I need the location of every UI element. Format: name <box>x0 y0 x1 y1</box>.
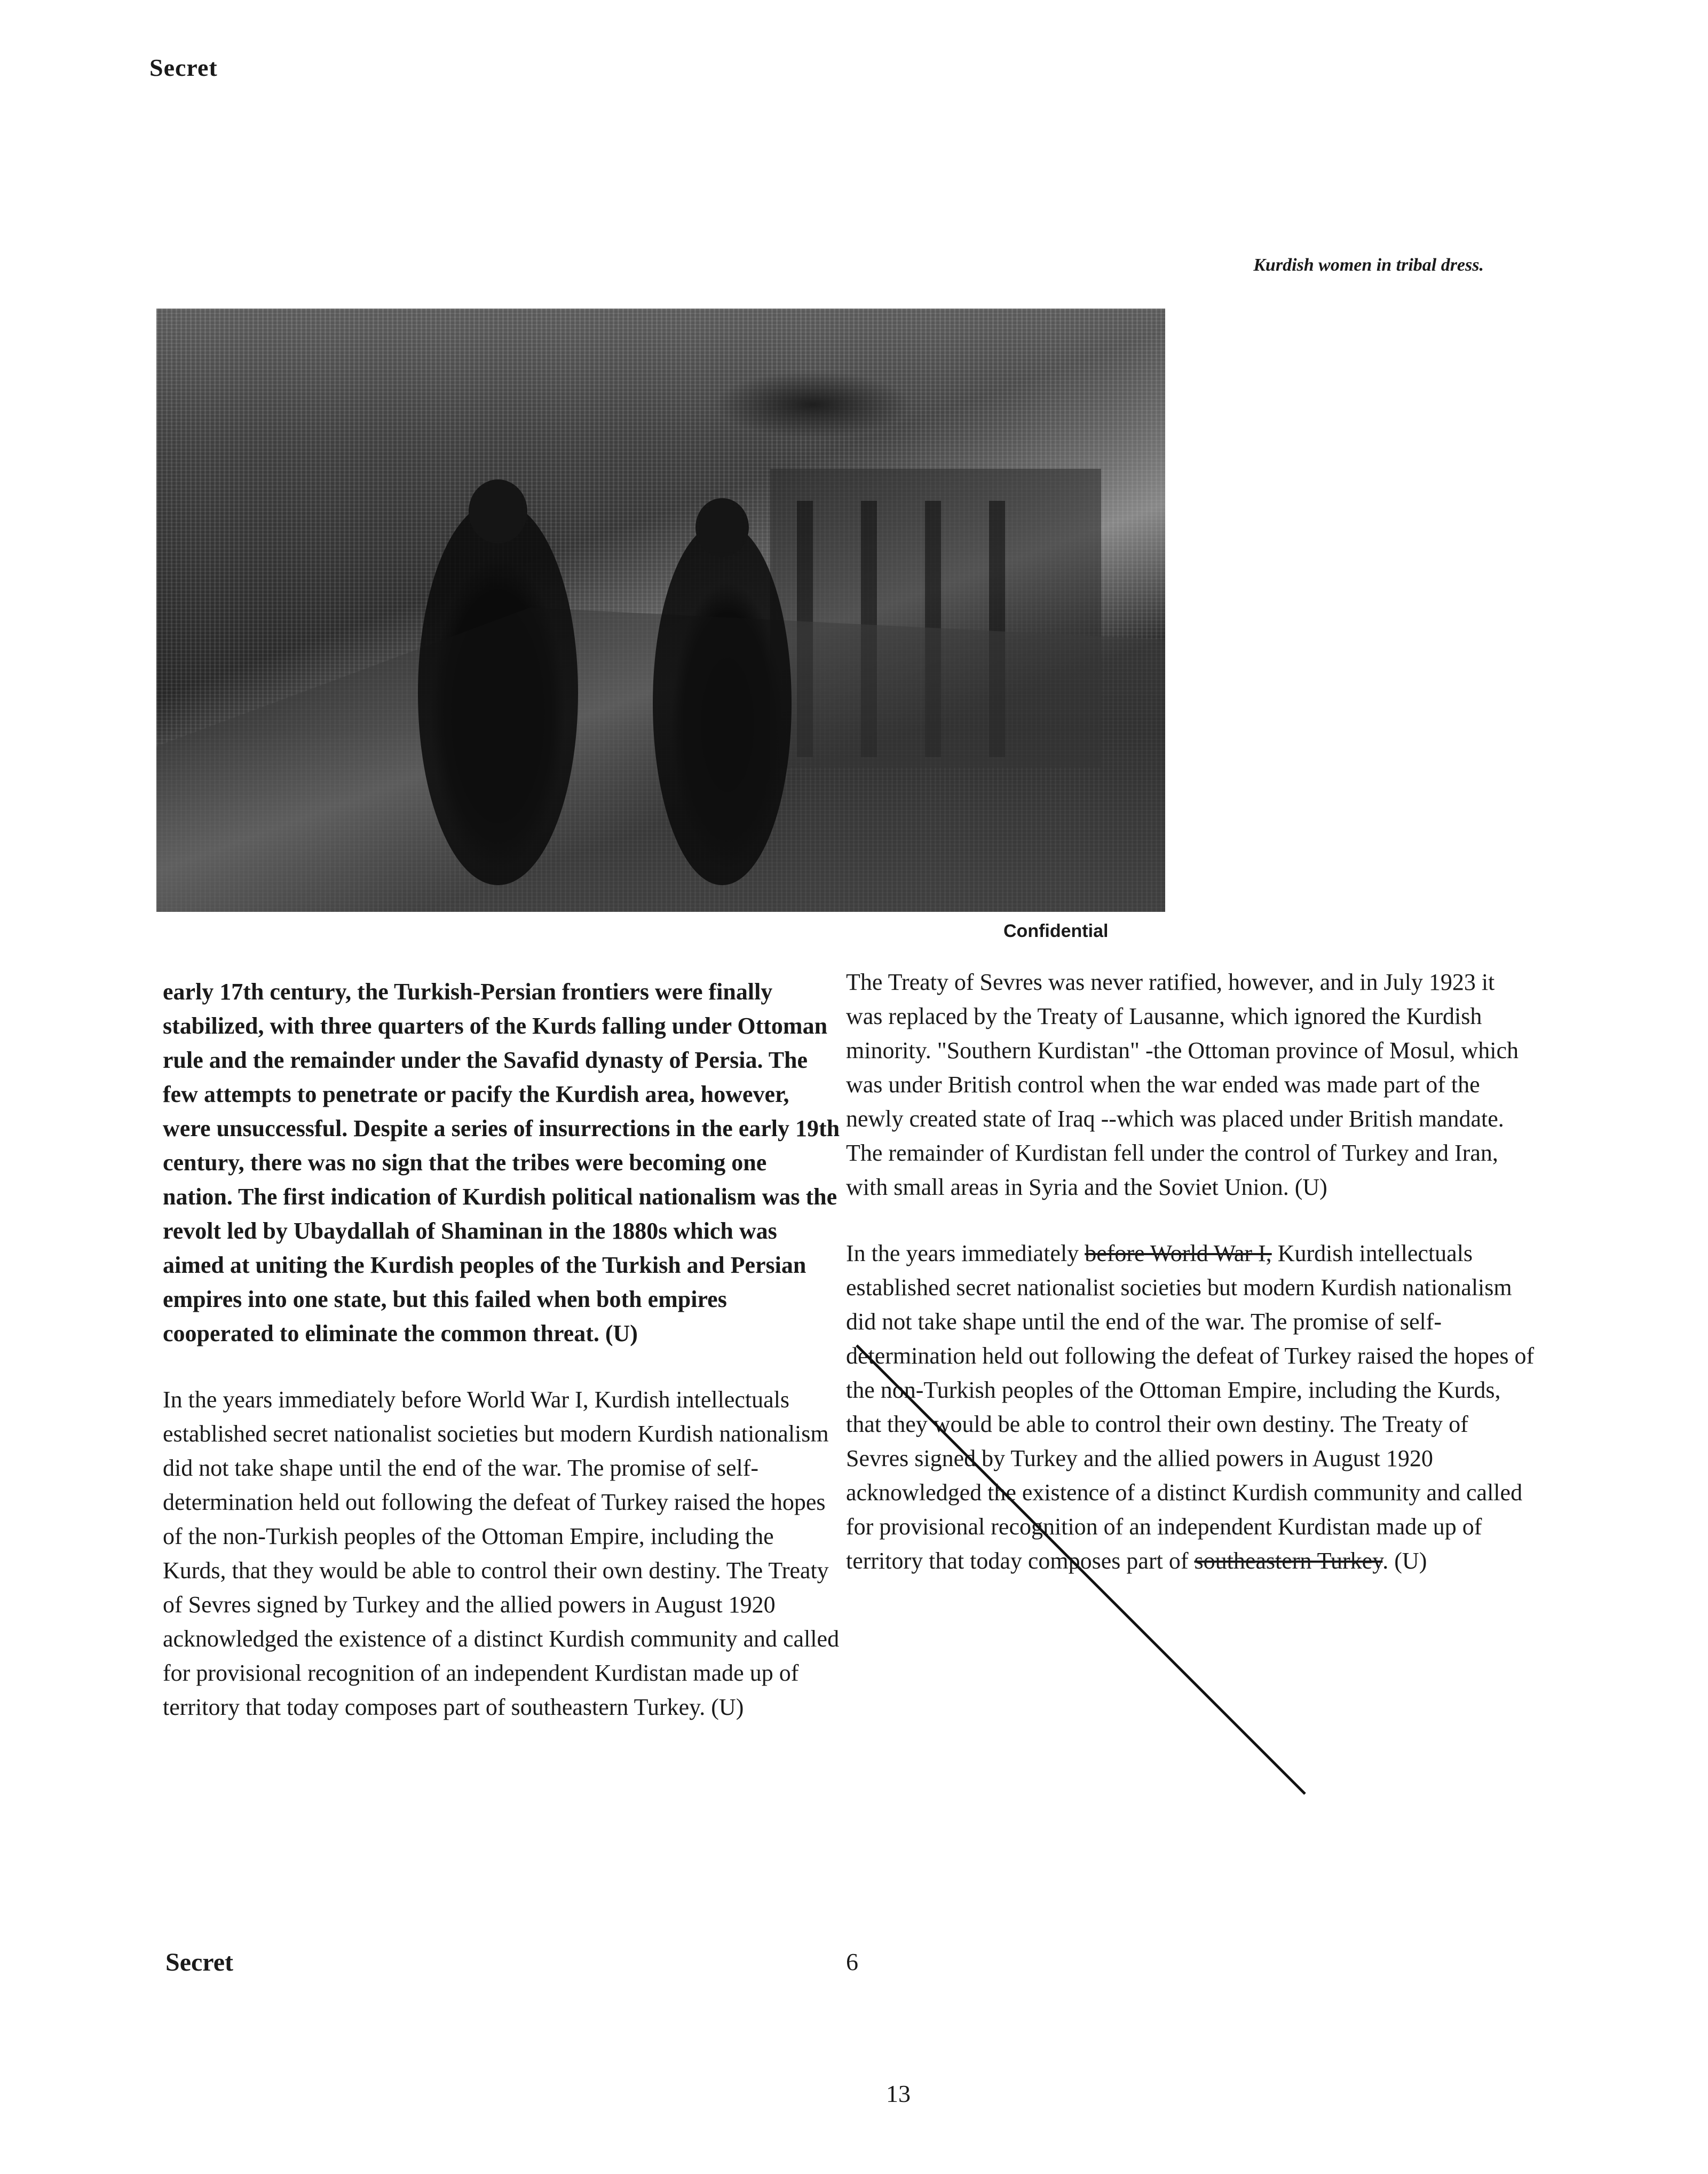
handwritten-deletion-mark <box>846 1335 1383 1805</box>
left-paragraph-1: early 17th century, the Turkish-Persian frontiers were finally stabilized, with three quarters of the Kurds falling under Ottoman rule and the remainder under the Savafid dynasty of Persia. The few attempts to penetrate or pacify the Kurdish area, however, were unsuccessful. Despite a series of insurrections in the early 19th century, there was no sign that the tribes were becoming one nation. The first indication of Kurdish political nationalism was the revolt led by Ubaydallah of Shaminan in the 1880s which was aimed at uniting the Kurdish peoples of the Turkish and Persian empires into one state, but this failed when both empires cooperated to eliminate the common threat. (U) <box>163 979 840 1346</box>
header-classification: Secret <box>149 54 218 81</box>
diagonal-strike-line <box>857 1345 1305 1794</box>
footer-classification: Secret <box>165 1948 234 1976</box>
right-paragraph-1: The Treaty of Sevres was never ratified, however, and in July 1923 it was replaced by the Treaty of Lausanne, which ignored the Kurdish minority. "Southern Kurdistan" -the Ottoman province of Mosul, which was under British control when the war ended was made part of the newly created state of Iraq --which was placed under British mandate. The remainder of Kurdistan fell under the control of Turkey and Iran, with small areas in Syria and the Soviet Union. (U) <box>846 969 1519 1200</box>
photo-kurdish-women <box>156 309 1165 912</box>
struck-text-end: southeastern Turkey <box>1194 1548 1383 1574</box>
right-paragraph-2-body: Kurdish intellectuals established secret nationalist societies but modern Kurdish nationalism did not take shape until the end of the war. The promise of self-determination held out following the defeat of Turkey raised the hopes of the non-Turkish peoples of the Ottoman Empire, including the Kurds, that they would be able to control their own destiny. The Treaty of Sevres signed by Turkey and the allied powers in August 1920 acknowledged the existence of a distinct Kurdish community and called for provisional recognition of an independent Kurdistan made up of territory that today composes part of <box>846 1240 1535 1574</box>
photo-classification: Confidential <box>1003 921 1109 941</box>
figure-right <box>653 522 792 885</box>
struck-text: before World War I, <box>1085 1240 1272 1266</box>
right-paragraph-2-end: . (U) <box>1382 1548 1427 1574</box>
figure-right-head <box>695 498 749 557</box>
figure-left <box>418 501 578 885</box>
figure-left-head <box>469 479 527 544</box>
left-column <box>163 975 841 1756</box>
right-paragraph-2-start: In the years immediately <box>846 1240 1085 1266</box>
sheet-number: 13 <box>886 2080 911 2107</box>
left-paragraph-2: In the years immediately before World War I, Kurdish intellectuals established secret nationalist societies but modern Kurdish nationalism did not take shape until the end of the war. The promise of self-determination held out following the defeat of Turkey raised the hopes of the non-Turkish peoples of the Ottoman Empire, including the Kurds, that they would be able to control their own destiny. The Treaty of Sevres signed by Turkey and the allied powers in August 1920 acknowledged the existence of a distinct Kurdish community and called for provisional recognition of an independent Kurdistan made up of territory that today composes part of southeastern Turkey. (U) <box>163 1387 840 1720</box>
page-number: 6 <box>846 1948 858 1975</box>
photo-caption: Kurdish women in tribal dress. <box>1253 255 1484 275</box>
photo-scene <box>156 309 1165 912</box>
